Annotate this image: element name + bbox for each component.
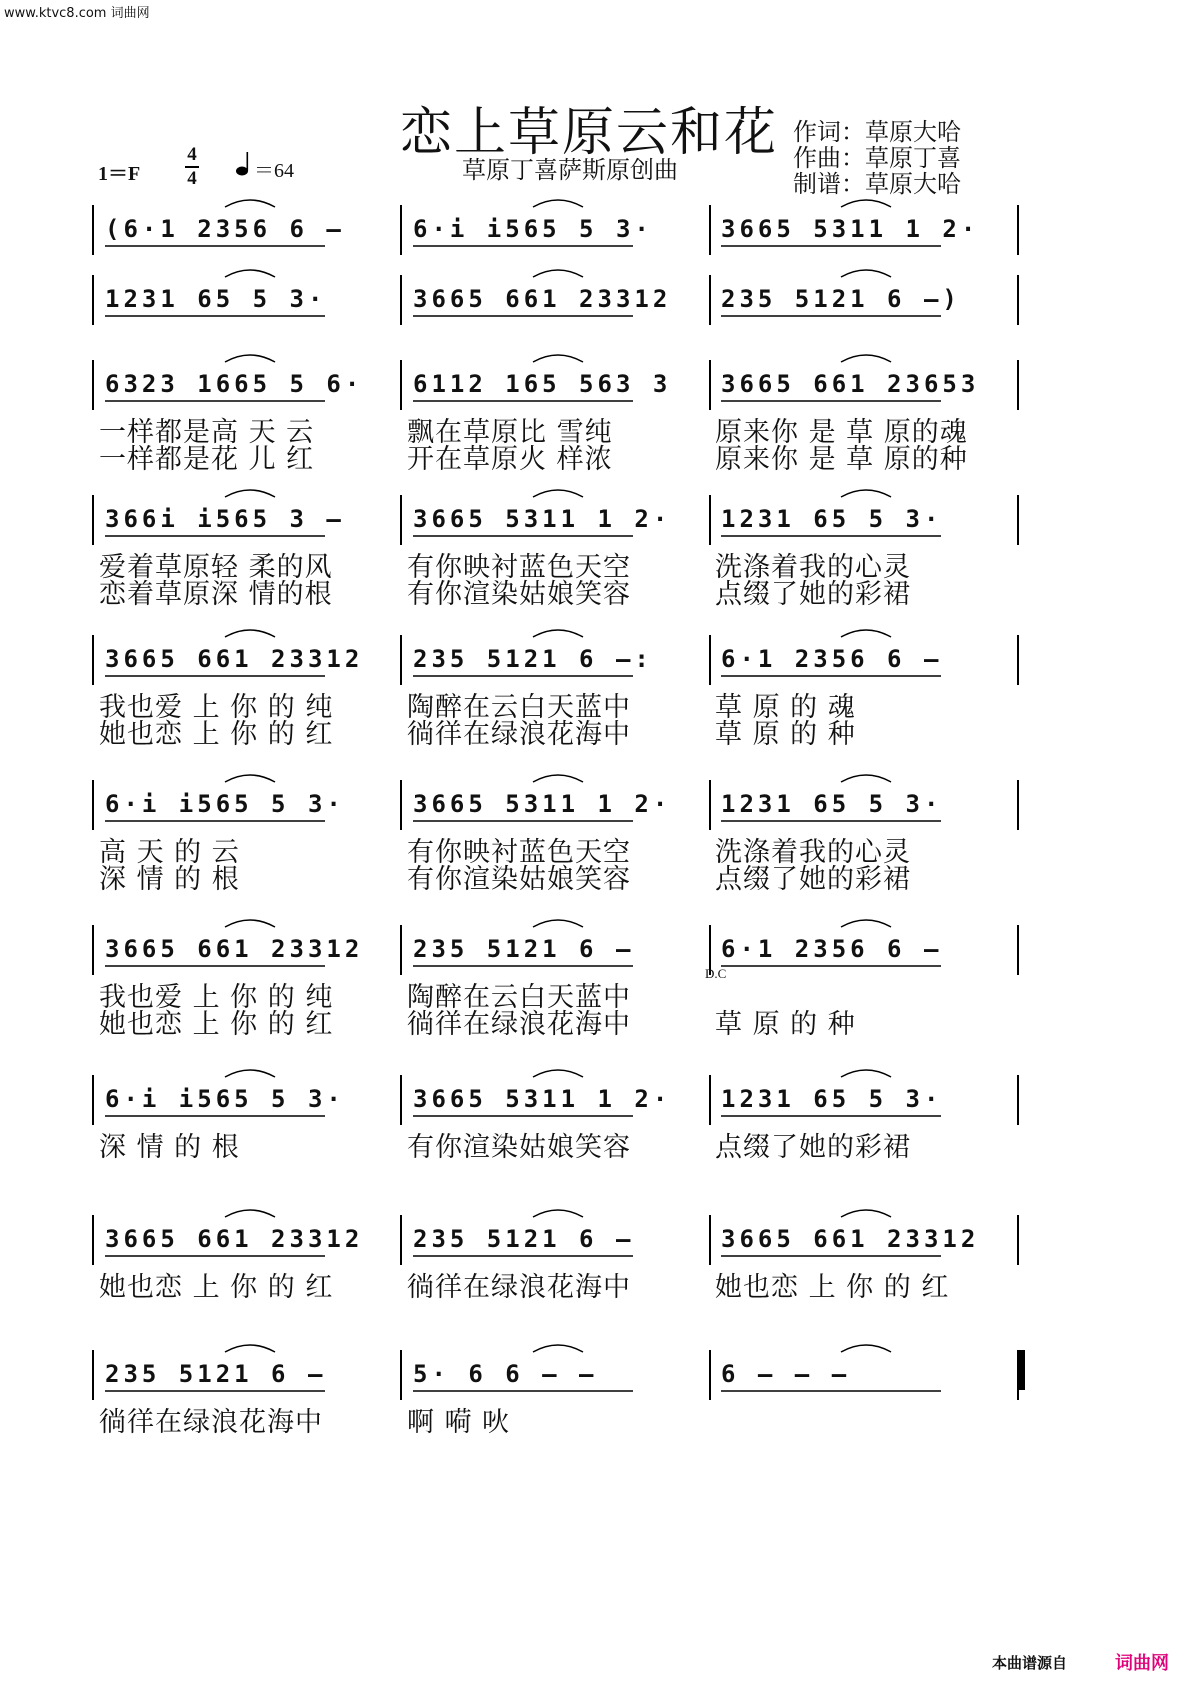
slur-arc	[841, 920, 891, 927]
footer-source-label: 本曲谱源自	[991, 1654, 1067, 1672]
lyric-line: 洗涤着我的心灵	[715, 837, 911, 868]
barline	[400, 1215, 402, 1265]
measure-notes: 3665 5311 1 2·	[413, 1085, 672, 1113]
lyric-line: 草 原 的 种	[715, 719, 856, 750]
slur-arc	[533, 490, 583, 497]
lyric-line: 有你映衬蓝色天空	[407, 552, 631, 583]
slur-arc	[841, 630, 891, 637]
lyric-line: 徜徉在绿浪花海中	[407, 719, 631, 750]
lyric-line: 我也爱 上 你 的 纯	[99, 692, 334, 723]
slur-arc	[841, 200, 891, 207]
barline	[400, 1350, 402, 1400]
barline	[400, 205, 402, 255]
site-watermark: www.ktvc8.com 词曲网	[4, 6, 150, 21]
measure-notes: 6·i i565 5 3·	[105, 790, 345, 818]
barline	[709, 780, 711, 830]
barline	[1017, 780, 1019, 830]
barline	[1017, 495, 1019, 545]
barline	[709, 275, 711, 325]
lyric-line: 爱着草原轻 柔的风	[99, 552, 333, 583]
measure-notes: 1231 65 5 3·	[721, 1085, 943, 1113]
slur-arc	[225, 775, 275, 782]
lyric-line: 洗涤着我的心灵	[715, 552, 911, 583]
barline	[1017, 1215, 1019, 1265]
dc-marking: D.C	[705, 966, 727, 981]
lyric-line: 她也恋 上 你 的 红	[715, 1272, 950, 1303]
barline	[400, 275, 402, 325]
lyric-line: 草 原 的 种	[715, 1009, 856, 1040]
lyric-line: 飘在草原比 雪纯	[407, 417, 613, 448]
lyric-line: 有你映衬蓝色天空	[407, 837, 631, 868]
barline	[1017, 635, 1019, 685]
slur-arc	[841, 355, 891, 362]
slur-arc	[533, 1070, 583, 1077]
tempo-marking: ＝64	[254, 160, 294, 182]
barline	[92, 205, 94, 255]
slur-arc	[533, 630, 583, 637]
measure-notes: 3665 661 23312	[105, 935, 364, 963]
barline	[1017, 925, 1019, 975]
slur-arc	[533, 355, 583, 362]
measure-notes: 235 5121 6 –	[105, 1360, 327, 1388]
barline	[400, 635, 402, 685]
slur-arc	[841, 490, 891, 497]
lyric-line: 她也恋 上 你 的 红	[99, 1009, 334, 1040]
measure-notes: 6112 165 563 3	[413, 370, 672, 398]
slur-arc	[225, 200, 275, 207]
lyric-line: 我也爱 上 你 的 纯	[99, 982, 334, 1013]
barline	[92, 1075, 94, 1125]
measure-notes: 235 5121 6 –)	[721, 285, 961, 313]
barline	[400, 925, 402, 975]
barline	[1017, 205, 1019, 255]
quarter-note-icon	[236, 152, 252, 176]
barline	[92, 925, 94, 975]
measure-notes: 6·1 2356 6 –	[721, 645, 943, 673]
measure-notes: 3665 5311 1 2·	[413, 790, 672, 818]
slur-arc	[225, 1070, 275, 1077]
barline	[400, 360, 402, 410]
slur-arc	[225, 490, 275, 497]
lyric-line: 点缀了她的彩裙	[715, 579, 911, 610]
measure-notes: 1231 65 5 3·	[721, 505, 943, 533]
barline	[400, 1075, 402, 1125]
slur-arc	[533, 920, 583, 927]
barline	[709, 635, 711, 685]
lyric-line: 她也恋 上 你 的 红	[99, 1272, 334, 1303]
slur-arc	[225, 1210, 275, 1217]
lyric-line: 深 情 的 根	[99, 864, 240, 895]
slur-arc	[533, 1345, 583, 1352]
measure-notes: 3665 661 23312	[105, 1225, 364, 1253]
lyric-line: 高 天 的 云	[99, 837, 240, 868]
measure-notes: 366i i565 3 –	[105, 505, 345, 533]
measure-notes: 3665 661 23312	[105, 645, 364, 673]
lyric-line: 徜徉在绿浪花海中	[99, 1407, 323, 1438]
footer-brand: 词曲网	[1115, 1653, 1169, 1674]
measure-notes: 6·1 2356 6 –	[721, 935, 943, 963]
slur-arc	[225, 920, 275, 927]
barline	[1017, 1075, 1019, 1125]
lyric-line: 有你渲染姑娘笑容	[407, 1132, 631, 1163]
lyric-line: 一样都是花 儿 红	[99, 444, 315, 475]
measure-notes: 3665 661 23312	[413, 285, 672, 313]
lyric-line: 有你渲染姑娘笑容	[407, 864, 631, 895]
lyric-line: 啊 嗬 吙	[407, 1407, 511, 1438]
song-subtitle: 草原丁喜萨斯原创曲	[462, 156, 678, 184]
lyric-line: 原来你 是 草 原的种	[715, 444, 968, 475]
barline	[92, 780, 94, 830]
slur-arc	[225, 630, 275, 637]
slur-arc	[533, 270, 583, 277]
lyricist-credit: 作词：草原大哈	[793, 118, 961, 146]
lyric-line: 点缀了她的彩裙	[715, 1132, 911, 1163]
measure-notes: 235 5121 6 –:	[413, 645, 653, 673]
slur-arc	[841, 1210, 891, 1217]
measure-notes: 3665 661 23653	[721, 370, 980, 398]
lyric-line: 深 情 的 根	[99, 1132, 240, 1163]
measure-notes: 1231 65 5 3·	[721, 790, 943, 818]
measure-notes: 3665 5311 1 2·	[413, 505, 672, 533]
barline	[92, 1350, 94, 1400]
lyric-line: 徜徉在绿浪花海中	[407, 1272, 631, 1303]
barline	[92, 1215, 94, 1265]
measure-notes: 6323 1665 5 6·	[105, 370, 364, 398]
composer-credit: 作曲：草原丁喜	[793, 144, 961, 172]
slur-arc	[841, 270, 891, 277]
lyric-line: 恋着草原深 情的根	[99, 579, 333, 610]
slur-arc	[841, 775, 891, 782]
key-signature: 1＝F	[98, 163, 141, 185]
measure-notes: (6·1 2356 6 –	[105, 215, 345, 243]
lyric-line: 有你渲染姑娘笑容	[407, 579, 631, 610]
barline	[92, 635, 94, 685]
barline	[709, 205, 711, 255]
barline	[1017, 1350, 1019, 1400]
measure-notes: 235 5121 6 –	[413, 935, 635, 963]
barline	[400, 495, 402, 545]
slur-arc	[533, 775, 583, 782]
slur-arc	[533, 1210, 583, 1217]
measure-notes: 235 5121 6 –	[413, 1225, 635, 1253]
slur-arc	[225, 1345, 275, 1352]
measure-notes: 3665 5311 1 2·	[721, 215, 980, 243]
barline	[92, 275, 94, 325]
transcriber-credit: 制谱：草原大哈	[793, 170, 961, 198]
song-title: 恋上草原云和花	[400, 103, 779, 163]
barline	[709, 1075, 711, 1125]
measure-notes: 6 – – –	[721, 1360, 851, 1388]
slur-arc	[533, 200, 583, 207]
measure-notes: 3665 661 23312	[721, 1225, 980, 1253]
slur-arc	[841, 1345, 891, 1352]
barline	[92, 360, 94, 410]
barline	[709, 1215, 711, 1265]
lyric-line: 陶醉在云白天蓝中	[407, 982, 631, 1013]
measure-notes: 6·i i565 5 3·	[413, 215, 653, 243]
barline	[1017, 360, 1019, 410]
lyric-line: 点缀了她的彩裙	[715, 864, 911, 895]
barline	[400, 780, 402, 830]
lyric-line: 开在草原火 样浓	[407, 444, 613, 475]
barline	[92, 495, 94, 545]
lyric-line: 她也恋 上 你 的 红	[99, 719, 334, 750]
barline	[709, 360, 711, 410]
time-signature: 4 4	[185, 144, 199, 190]
measure-notes: 6·i i565 5 3·	[105, 1085, 345, 1113]
barline	[1017, 275, 1019, 325]
slur-arc	[225, 355, 275, 362]
lyric-line: 原来你 是 草 原的魂	[715, 417, 968, 448]
lyric-line: 徜徉在绿浪花海中	[407, 1009, 631, 1040]
lyric-line: 陶醉在云白天蓝中	[407, 692, 631, 723]
measure-notes: 1231 65 5 3·	[105, 285, 327, 313]
slur-arc	[225, 270, 275, 277]
barline	[709, 1350, 711, 1400]
slur-arc	[841, 1070, 891, 1077]
barline	[709, 495, 711, 545]
measure-notes: 5· 6 6 – –	[413, 1360, 598, 1388]
lyric-line: 草 原 的 魂	[715, 692, 856, 723]
lyric-line: 一样都是高 天 云	[99, 417, 315, 448]
